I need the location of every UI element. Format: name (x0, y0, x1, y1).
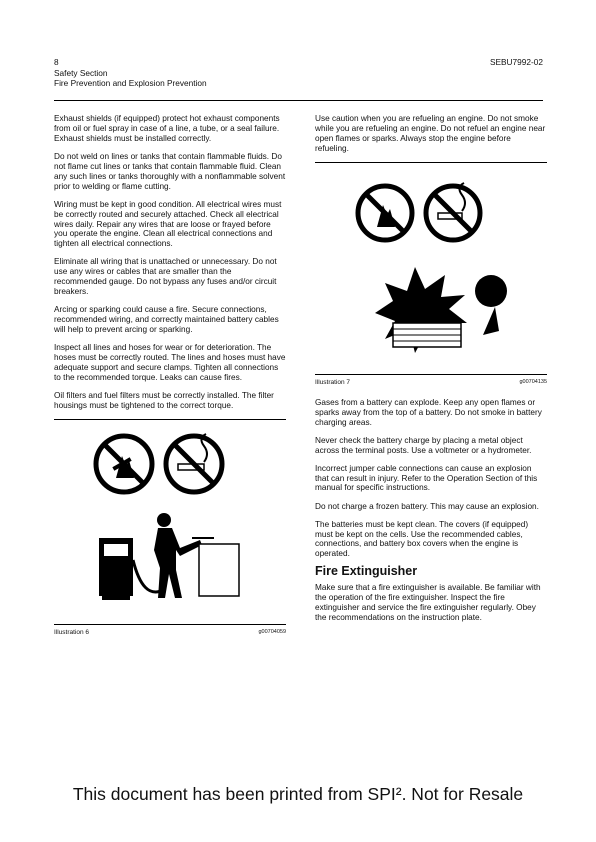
refueling-illustration (54, 420, 286, 624)
no-open-flame-icon (96, 436, 152, 492)
document-code: SEBU7992-02 (489, 57, 543, 67)
person-head-icon (475, 275, 507, 335)
paragraph: Eliminate all wiring that is unattached or unnecessary. Do not use any wires or cables that are smaller than the recommended gauge. Do not bypass any fuses and/or circuit breakers. (54, 257, 277, 297)
no-smoking-icon (426, 183, 480, 240)
refueling-person-icon (133, 513, 202, 598)
illustration-code: g00704059 (258, 628, 286, 635)
paragraph: Use caution when you are refueling an engine. Do not smoke while you are refueling an engine. Do not refuel an engine near open flames or sparks. Always stop the engine before refueling. (315, 114, 546, 153)
engine-outline-icon (192, 538, 239, 596)
left-column (54, 114, 286, 638)
illustration-6 (54, 420, 286, 624)
illustration-bottom-rule (54, 624, 286, 625)
paragraph: Never check the battery charge by placing a metal object across the terminal posts. Use a voltmeter or a hydrometer. (315, 435, 532, 455)
right-column (315, 114, 547, 631)
illustration-caption (315, 378, 547, 388)
illustration-code: g00704135 (519, 378, 547, 385)
paragraph: Wiring must be kept in good condition. All electrical wires must be correctly routed and securely attached. Check all electrical wires daily. Repair any wires that are loose or frayed before you operate the engine. Clean all electrical connections and tighten all electrical connections. (54, 199, 282, 249)
battery-explosion-icon (375, 267, 467, 353)
illustration-7 (315, 163, 547, 374)
battery-explosion-illustration (315, 163, 547, 374)
page-header (54, 57, 207, 89)
section-title: Safety Section (54, 67, 108, 78)
paragraph: Gases from a battery can explode. Keep any open flames or sparks away from the top of a battery. Do not smoke in battery charging areas. (315, 397, 542, 427)
header-divider (54, 100, 543, 101)
paragraph: Make sure that a fire extinguisher is available. Be familiar with the operation of the fire extinguisher. Inspect the fire extinguisher and service the fire extinguisher regularly. Obey the recommendations on the instruction plate. (315, 583, 541, 623)
illustration-bottom-rule (315, 374, 547, 375)
no-smoking-icon (166, 434, 222, 492)
paragraph: Inspect all lines and hoses for wear or for deterioration. The hoses must be correctly routed. The lines and hoses must have adequate support and secure clamps. Tighten all connections to the recommended torque. Leaks can cause fires. (54, 343, 286, 382)
no-open-flame-icon (358, 186, 412, 240)
illustration-label: Illustration 6 (54, 628, 90, 636)
paragraph: Incorrect jumper cable connections can cause an explosion that can result in injury. Refer to the Operation Section of this manual for specific instructions. (315, 463, 538, 493)
section-heading: Fire Extinguisher (315, 564, 418, 579)
fuel-pump-icon (99, 538, 133, 600)
paragraph: Exhaust shields (if equipped) protect hot exhaust components from oil or fuel spray in case of a line, a tube, or a seal failure. Exhaust shields must be installed correctly. (54, 114, 280, 143)
paragraph: The batteries must be kept clean. The covers (if equipped) must be kept on the cells. Use the recommended cables, connections, and battery box covers when the engine is operated. (315, 519, 529, 559)
footer-notice: This document has been printed from SPI². Not for Resale (72, 784, 524, 804)
paragraph: Oil filters and fuel filters must be correctly installed. The filter housings must be tightened to the correct torque. (54, 390, 274, 410)
page-number: 8 (54, 57, 59, 67)
paragraph: Do not weld on lines or tanks that contain flammable fluids. Do not flame cut lines or tanks that contain flammable fluid. Clean any such lines or tanks thoroughly with a nonflammable solvent prior to welding or flame cutting. (54, 151, 286, 191)
paragraph: Arcing or sparking could cause a fire. Secure connections, recommended wiring, and correctly maintained battery cables will help to prevent arcing or sparking. (54, 305, 279, 335)
subsection-title: Fire Prevention and Explosion Prevention (54, 78, 207, 88)
illustration-caption (54, 628, 286, 638)
paragraph: Do not charge a frozen battery. This may cause an explosion. (315, 501, 539, 511)
illustration-label: Illustration 7 (315, 378, 351, 386)
